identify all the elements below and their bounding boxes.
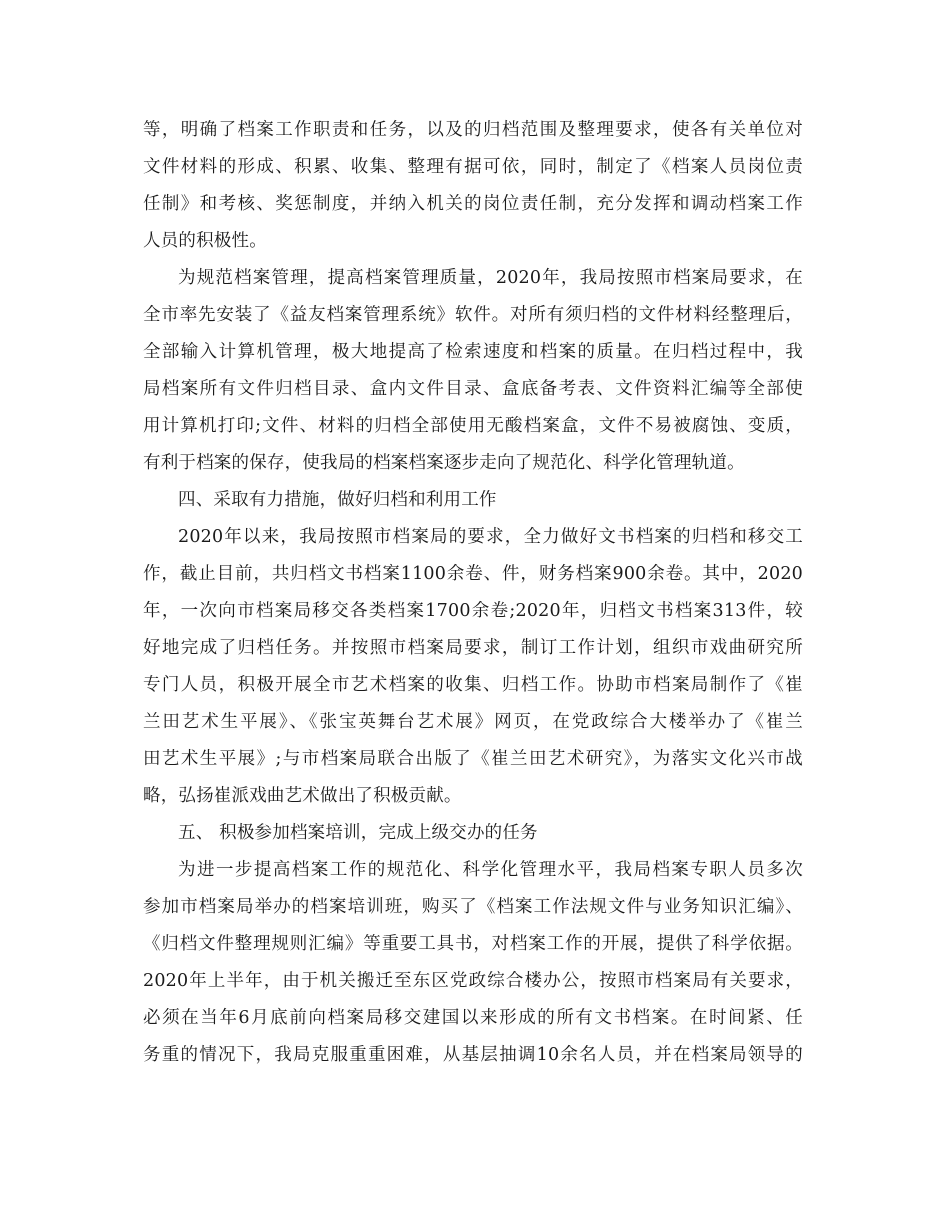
text-line: 作，截止目前，共归档文书档案1100余卷、件，财务档案900余卷。其中，2020 [143, 564, 803, 584]
text-line: 任制》和考核、奖惩制度，并纳入机关的岗位责任制，充分发挥和调动档案工作 [143, 194, 803, 214]
text-line: 2020年上半年，由于机关搬迁至东区党政综合楼办公，按照市档案局有关要求， [143, 971, 803, 991]
paragraph-first-line: 2020年以来，我局按照市档案局的要求，全力做好文书档案的归档和移交工 [178, 527, 803, 547]
text-line: 全市率先安装了《益友档案管理系统》软件。对所有须归档的文件材料经整理后， [143, 305, 803, 325]
text-line: 人员的积极性。 [143, 231, 267, 251]
text-line: 务重的情况下，我局克服重重困难，从基层抽调10余名人员，并在档案局领导的 [143, 1045, 803, 1065]
text-line: 参加市档案局举办的档案培训班，购买了《档案工作法规文件与业务知识汇编》、 [143, 897, 803, 917]
text-line: 田艺术生平展》;与市档案局联合出版了《崔兰田艺术研究》，为落实文化兴市战 [143, 749, 803, 769]
text-line: 文件材料的形成、积累、收集、整理有据可依，同时，制定了《档案人员岗位责 [143, 157, 803, 177]
text-line: 用计算机打印;文件、材料的归档全部使用无酸档案盒，文件不易被腐蚀、变质， [143, 416, 803, 436]
section-heading-four: 四、采取有力措施，做好归档和利用工作 [178, 490, 497, 510]
text-line: 年，一次向市档案局移交各类档案1700余卷;2020年，归档文书档案313件，较 [143, 601, 803, 621]
text-line: 兰田艺术生平展》、《张宝英舞台艺术展》网页，在党政综合大楼举办了《崔兰 [143, 712, 803, 732]
text-line: 等，明确了档案工作职责和任务，以及的归档范围及整理要求，使各有关单位对 [143, 120, 803, 140]
text-line: 有利于档案的保存，使我局的档案档案逐步走向了规范化、科学化管理轨道。 [143, 453, 745, 473]
section-heading-five: 五、 积极参加档案培训，完成上级交办的任务 [178, 823, 538, 843]
text-line: 专门人员，积极开展全市艺术档案的收集、归档工作。协助市档案局制作了《崔 [143, 675, 803, 695]
document-body [143, 112, 803, 1074]
text-line: 《归档文件整理规则汇编》等重要工具书，对档案工作的开展，提供了科学依据。 [143, 934, 803, 954]
text-line: 好地完成了归档任务。并按照市档案局要求，制订工作计划，组织市戏曲研究所 [143, 638, 803, 658]
text-line: 局档案所有文件归档目录、盒内文件目录、盒底备考表、文件资料汇编等全部使 [143, 379, 803, 399]
text-line: 全部输入计算机管理，极大地提高了检索速度和档案的质量。在归档过程中，我 [143, 342, 803, 362]
paragraph-first-line: 为规范档案管理，提高档案管理质量，2020年，我局按照市档案局要求，在 [178, 268, 803, 288]
text-line: 必须在当年6月底前向档案局移交建国以来形成的所有文书档案。在时间紧、任 [143, 1008, 803, 1028]
paragraph-first-line: 为进一步提高档案工作的规范化、科学化管理水平，我局档案专职人员多次 [178, 860, 803, 880]
text-line: 略，弘扬崔派戏曲艺术做出了积极贡献。 [143, 786, 462, 806]
